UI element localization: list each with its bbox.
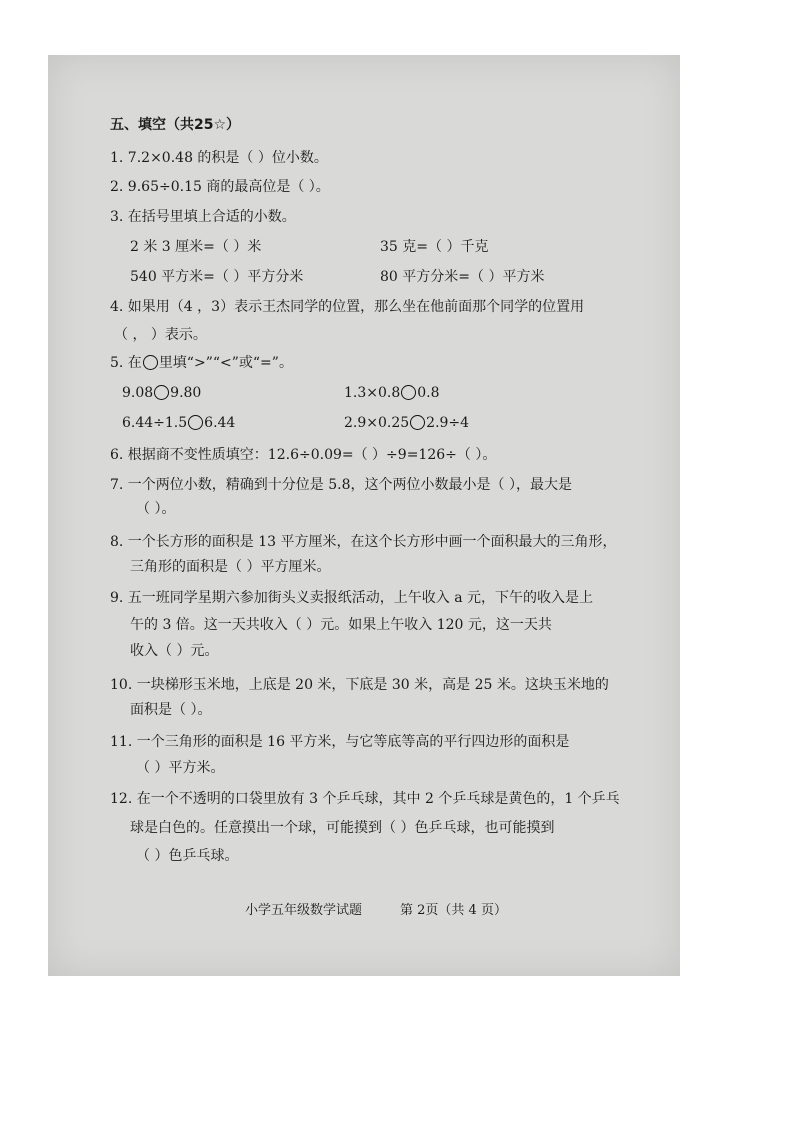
question-5d — [344, 413, 469, 433]
question-5-prompt-post: 里填“>”“<”或“=”。 — [158, 355, 293, 371]
question-3a: 2 米 3 厘米=（ ）米 — [130, 239, 262, 255]
question-9-line2: 午的 3 倍。这一天共收入（ ）元。如果上午收入 120 元，这一天共 — [130, 617, 552, 633]
compare-circle-icon — [143, 355, 158, 370]
footer-page-number: 第 2页（共 4 页） — [400, 903, 507, 918]
q5b-right: 0.8 — [417, 385, 440, 401]
exam-page — [48, 55, 680, 976]
q5a-left: 9.08 — [122, 385, 154, 401]
question-3d: 80 平方分米=（ ）平方米 — [380, 269, 545, 285]
question-6: 6. 根据商不变性质填空：12.6÷0.09=（ ）÷9=126÷（ ）。 — [110, 447, 497, 463]
q5c-left: 6.44÷1.5 — [122, 415, 188, 431]
answer-circle-icon[interactable] — [188, 415, 203, 430]
question-12-line1: 12. 在一个不透明的口袋里放有 3 个乒乓球，其中 2 个乒乓球是黄色的，1 个乒乓 — [110, 791, 620, 807]
section-title: 五、填空（共25☆） — [110, 117, 241, 133]
question-9-line1: 9. 五一班同学星期六参加街头义卖报纸活动，上午收入 a 元，下午的收入是上 — [110, 590, 594, 606]
question-5b — [344, 383, 440, 403]
question-10-line1: 10. 一块梯形玉米地，上底是 20 米，下底是 30 米，高是 25 米。这块玉米地的 — [110, 677, 609, 693]
question-3-prompt: 3. 在括号里填上合适的小数。 — [110, 209, 296, 225]
question-4-line1: 4. 如果用（4 ，3）表示王杰同学的位置，那么坐在他前面那个同学的位置用 — [110, 299, 585, 315]
question-12-line2: 球是白色的。任意摸出一个球，可能摸到（ ）色乒乓球，也可能摸到 — [130, 820, 555, 836]
q5c-right: 6.44 — [204, 415, 236, 431]
question-4-line2: （ ， ）表示。 — [114, 327, 207, 343]
q5d-left: 2.9×0.25 — [344, 415, 410, 431]
question-7-line1: 7. 一个两位小数，精确到十分位是 5.8，这个两位小数最小是（ ），最大是 — [110, 477, 572, 493]
question-11-line2: （ ）平方米。 — [136, 760, 225, 776]
question-12-line3: （ ）色乒乓球。 — [136, 848, 239, 864]
question-5c — [122, 413, 235, 433]
question-5-prompt — [110, 353, 293, 373]
answer-circle-icon[interactable] — [401, 385, 416, 400]
question-11-line1: 11. 一个三角形的面积是 16 平方米，与它等底等高的平行四边形的面积是 — [110, 734, 570, 750]
q5d-right: 2.9÷4 — [426, 415, 470, 431]
question-9-line3: 收入（ ）元。 — [130, 643, 219, 659]
answer-circle-icon[interactable] — [154, 385, 169, 400]
question-1: 1. 7.2×0.48 的积是（ ）位小数。 — [110, 150, 328, 166]
answer-circle-icon[interactable] — [410, 415, 425, 430]
question-8-line2: 三角形的面积是（ ）平方厘米。 — [130, 559, 331, 575]
question-8-line1: 8. 一个长方形的面积是 13 平方厘米，在这个长方形中画一个面积最大的三角形， — [110, 534, 617, 550]
footer-exam-name: 小学五年级数学试题 — [245, 903, 363, 918]
question-5a — [122, 383, 201, 403]
q5a-right: 9.80 — [170, 385, 202, 401]
question-3c: 540 平方米=（ ）平方分米 — [130, 269, 304, 285]
question-10-line2: 面积是（ ）。 — [130, 702, 212, 718]
question-5-prompt-pre: 5. 在 — [110, 355, 142, 371]
q5b-left: 1.3×0.8 — [344, 385, 401, 401]
question-7-line2: （ ）。 — [136, 501, 176, 517]
question-2: 2. 9.65÷0.15 商的最高位是（ ）。 — [110, 179, 330, 195]
question-3b: 35 克=（ ）千克 — [380, 239, 489, 255]
